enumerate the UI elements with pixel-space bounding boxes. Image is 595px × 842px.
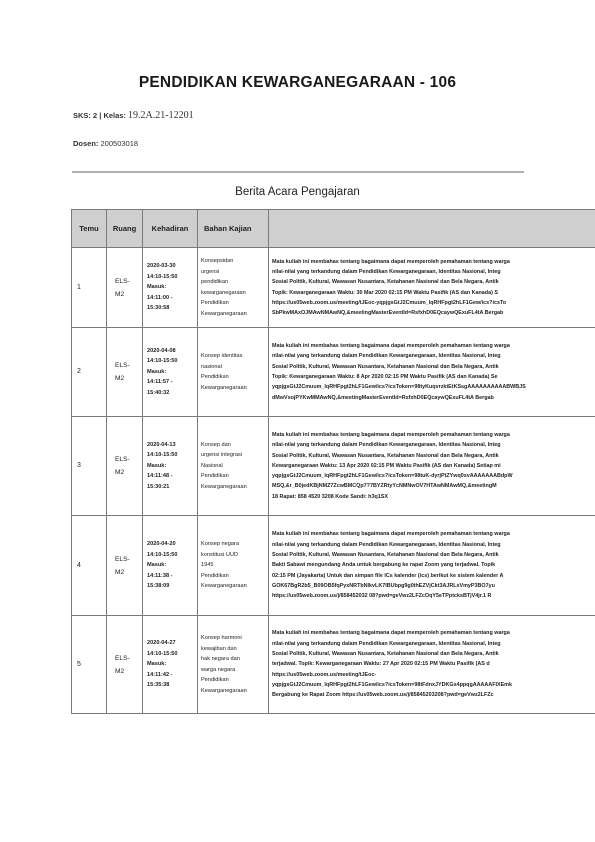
cell-temu: 3 [72, 417, 107, 516]
table-row [72, 616, 595, 714]
cell-bahan-kajian: Konsep harmoni kewajiban dan hak negara dan warga negara Pendidikan Kewarganegaraan [198, 616, 269, 714]
cell-ruang: ELS- M2 [107, 516, 143, 616]
table-row [72, 248, 595, 328]
header-ruang: Ruang [107, 210, 143, 248]
cell-berita-acara: Mata kuliah ini membahas tentang bagaimana dapat memperoleh pemahaman tentang warga nilai-nilai yang terkandung dalam Pendidikan Kewarganegaraan, Identitas Nasional, Integ Sosial Politik, Kultural, Wawasan Nusantara, Ketahanan Nasional dan Bela Negara, Antik Topik: Kewarganegaraan Waktu: 8 Apr 2020 02:15 PM Waktu Pasifik (AS dan Kanada) Se yqpjgsGtJ2Cmuum_lqRHFpgt2hLF1Gew/ics?icsToken=98tyKuqvrzktEtKSsgAAAAAAAAAABWBJS dMwVsojPYKwMMAwNQ,&meetingMasterEventId=RsfxhD0EQcaywQExuFL4tA Bergab [269, 328, 595, 417]
header-kehadiran: Kehadiran [143, 210, 198, 248]
kelas-value: 19.2A.21-12201 [128, 110, 194, 121]
cell-kehadiran: 2020-03-30 14:10-15:50 Masuk: 14:11:00 - 15:30:58 [143, 248, 198, 328]
cell-kehadiran: 2020-04-20 14:10-15:50 Masuk: 14:11:38 - 15:38:09 [143, 516, 198, 616]
teaching-log-table [71, 209, 595, 714]
header-temu: Temu [72, 210, 107, 248]
cell-kehadiran: 2020-04-13 14:10-15:50 Masuk: 14:11:48 - 15:30:21 [143, 417, 198, 516]
cell-berita-acara: Mata kuliah ini membahas tentang bagaimana dapat memperoleh pemahaman tentang warga nilai-nilai yang terkandung dalam Pendidikan Kewarganegaraan, Identitas Nasional, Integ Sosial Politik, Kultural, Wawasan Nusantara, Ketahanan Nasional dan Bela Negara, Antik Kewarganegaraan Waktu: 13 Apr 2020 02:15 PM Waktu Pasifik (AS dan Kanada) Setiap mi yqpjgsGtJ2Cmuum_lqRHFpgt2hLF1Gew/ics?icsToken=98tuK-dyrjPtZYwq0svAAAAAAABdpW MSQ,&r_B0jedKBjNMZ7ZcwBMCQp7?7BYZRtyYcNMNwOV7HTAwNMAwMQ,&meetingM 18 Rapat: 858 4520 3208 Kode Sandi: h3q1SX [269, 417, 595, 516]
lecturer-info [73, 139, 138, 148]
table-row [72, 328, 595, 417]
course-title: PENDIDIKAN KEWARGANEGARAAN - 106 [138, 74, 457, 91]
divider [72, 171, 524, 173]
cell-kehadiran: 2020-04-08 14:10-15:50 Masuk: 14:11:57 - 15:40:32 [143, 328, 198, 417]
cell-temu: 2 [72, 328, 107, 417]
cell-kehadiran: 2020-04-27 14:10-15:50 Masuk: 14:11:42 - 15:35:38 [143, 616, 198, 714]
cell-ruang: ELS- M2 [107, 616, 143, 714]
dosen-value: 200503018 [100, 139, 139, 148]
teaching-log-table-wrapper [71, 209, 595, 725]
cell-ruang: ELS- M2 [107, 417, 143, 516]
cell-temu: 4 [72, 516, 107, 616]
table-header-row [72, 210, 595, 248]
sks-label: SKS: 2 | Kelas: [73, 111, 126, 120]
table-row [72, 516, 595, 616]
table-row [72, 417, 595, 516]
dosen-label: Dosen: [73, 139, 99, 148]
cell-bahan-kajian: Konsep identitas nasional Pendidikan Kewarganegaraan [198, 328, 269, 417]
cell-ruang: ELS- M2 [107, 328, 143, 417]
cell-berita-acara: Mata kuliah ini membahas tentang bagaimana dapat memperoleh pemahaman tentang warga nilai-nilai yang terkandung dalam Pendidikan Kewarganegaraan, Identitas Nasional, Integ Sosial Politik, Kultural, Wawasan Nusantara, Ketahanan Nasional dan Bela Negara, Antik Topik: Kewarganegaraan Waktu: 30 Mar 2020 02:15 PM Waktu Pasifik (AS dan Kanada) S https://us05web.zoom.us/meeting/tJEoc-yqpjgsGtJ2Cmuum_lqRHFpgt2hLF1Gew/ics?icsTo SbPkwMAxOJMAwNMAwNQ,&meetingMasterEventId=RsfxhD0EQcaywQExuFL4tA Bergab [269, 248, 595, 328]
cell-ruang: ELS- M2 [107, 248, 143, 328]
cell-bahan-kajian: Konsep dan urgensi integrasi Nasional Pendidikan Kewarganegaraan [198, 417, 269, 516]
course-meta [73, 110, 194, 121]
cell-bahan-kajian: Konsepsidan urgensi pendidikan kewarganegaraan Pendidikan Kewarganegaraan [198, 248, 269, 328]
cell-temu: 1 [72, 248, 107, 328]
cell-bahan-kajian: Konsep negara konstitusi UUD 1945 Pendidikan Kewarganegaraan [198, 516, 269, 616]
cell-berita-acara: Mata kuliah ini membahas tentang bagaimana dapat memperoleh pemahaman tentang warga nilai-nilai yang terkandung dalam Pendidikan Kewarganegaraan, Identitas Nasional, Integ Sosial Politik, Kultural, Wawasan Nusantara, Ketahanan Nasional dan Bela Negara, Antik Bakti Sabawi mengundang Anda untuk bergabung ke rapat Zoom yang terjadwal. Topik 02:15 PM (Jayakarta) Untuk dan simpan file ICs kalender (ics) berikut ke sistem kalender A GOK67BgR2b5_B09OB5fqPyxNRTbNlkvLK7IBUbpg9g0thEZVjCkt3AJRLxVmyP3BO7yu https://us05web.zoom.us/j/858452032 08?pwd=geVwz2LFZcOqY5eTPptcksBTjV4jr.1 R [269, 516, 595, 616]
cell-berita-acara: Mata kuliah ini membahas tentang bagaimana dapat memperoleh pemahaman tentang warga nilai-nilai yang terkandung dalam Pendidikan Kewarganegaraan, Identitas Nasional, Integ Sosial Politik, Kultural, Wawasan Nusantara, Ketahanan Nasional dan Bela Negara, Antik terjadwal. Topik: Kewarganegaraan Waktu: 27 Apr 2020 02:15 PM Waktu Pasifik (AS d https://us05web.zoom.us/meeting/tJEoc- yqpjgsGtJ2Cmuum_lqRHFpgt2hLF1Gew/ics?icsToken=98tFdnxJYDKGs4ppqgAAAAAFIXEmk Bergabung ke Rapat Zoom https://us05web.zoom.us/j/85845203208?pwd=geVwz2LFZc [269, 616, 595, 714]
header-berita-acara [269, 210, 595, 248]
section-title: Berita Acara Pengajaran [235, 186, 360, 198]
header-bahan-kajian: Bahan Kajian [198, 210, 269, 248]
cell-temu: 5 [72, 616, 107, 714]
